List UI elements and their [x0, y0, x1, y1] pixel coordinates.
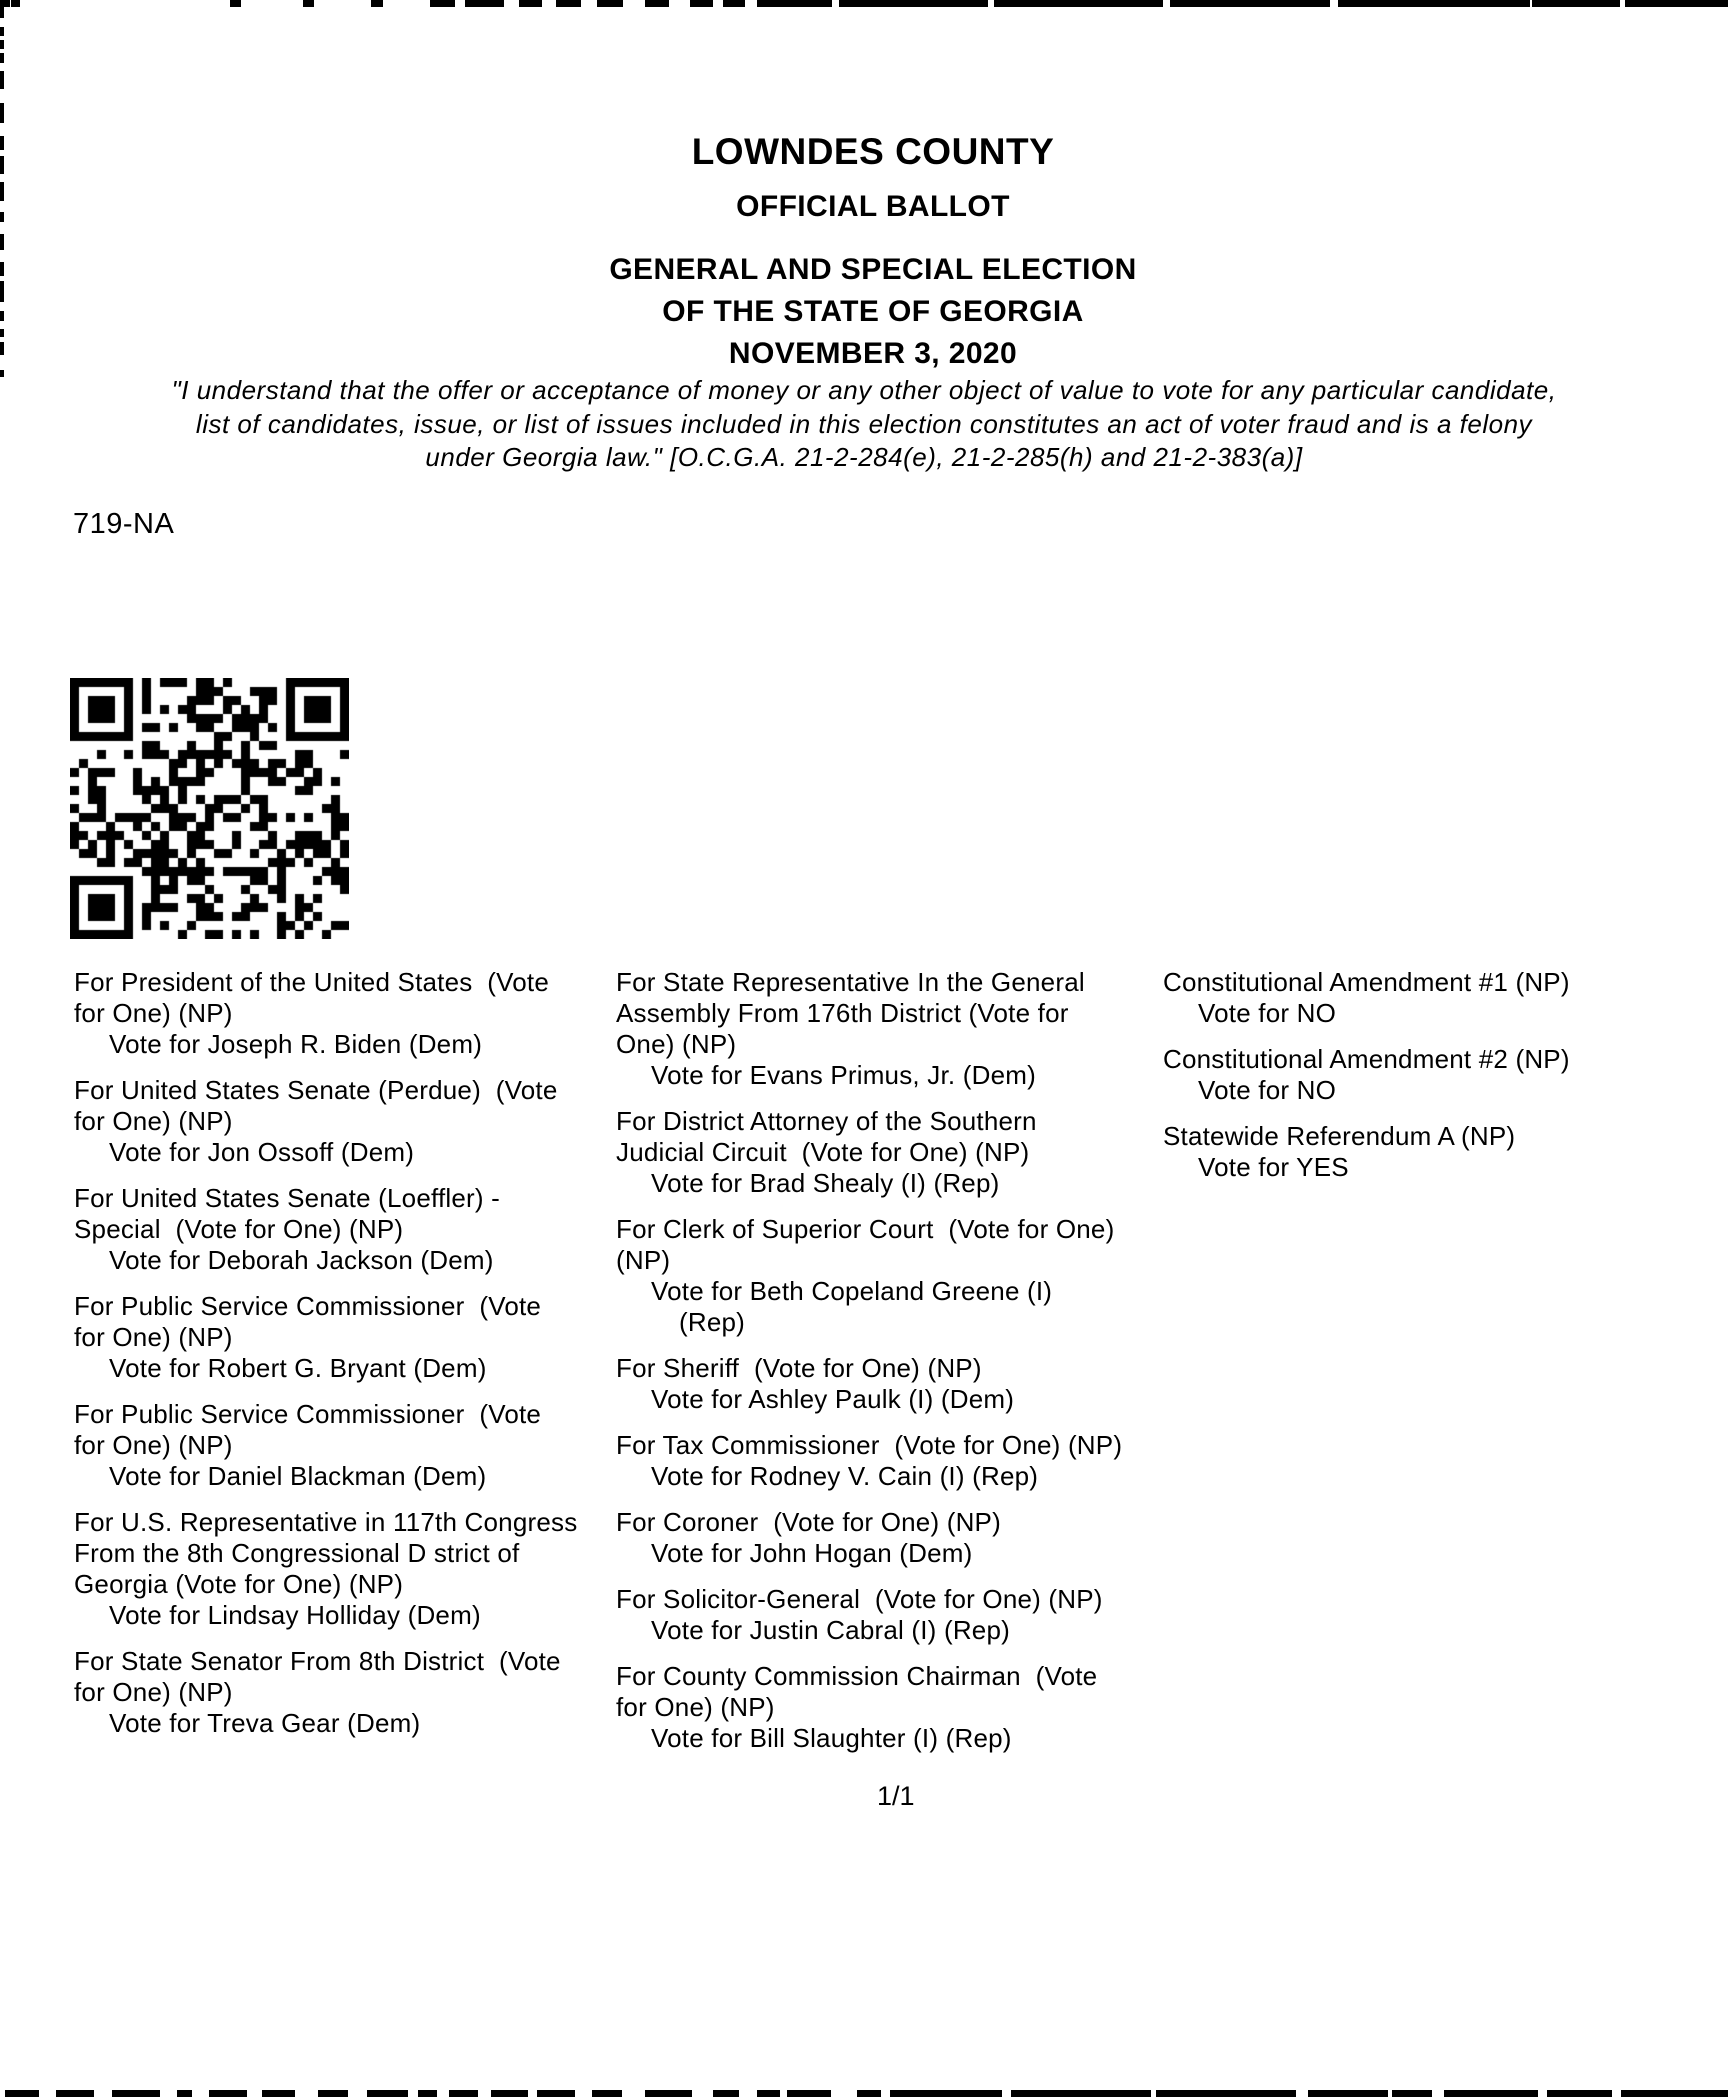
- contest-title-line: for One) (NP): [74, 1430, 233, 1460]
- contest-title-line: for One) (NP): [74, 1106, 233, 1136]
- timing-mark: [645, 2090, 692, 2097]
- contest-vote-line: (Rep): [679, 1307, 746, 1337]
- contest-title-line: Statewide Referendum A (NP): [1163, 1121, 1516, 1151]
- timing-mark: [760, 0, 832, 7]
- contest-vote-line: Vote for Ashley Paulk (I) (Dem): [651, 1384, 1015, 1414]
- timing-mark: [713, 2090, 739, 2097]
- timing-mark: [857, 2090, 882, 2097]
- timing-mark: [723, 0, 745, 7]
- contest-vote-line: Vote for John Hogan (Dem): [651, 1538, 973, 1568]
- contest-vote-line: Vote for Evans Primus, Jr. (Dem): [651, 1060, 1036, 1090]
- precinct-code: 719-NA: [73, 508, 175, 540]
- timing-mark: [900, 2090, 1002, 2097]
- contest-block: [616, 1214, 1164, 1338]
- contest-title-line: for One) (NP): [74, 1677, 233, 1707]
- contest-title-line: Judicial Circuit (Vote for One) (NP): [616, 1137, 1030, 1167]
- contest-title-line: For Sheriff (Vote for One) (NP): [616, 1353, 982, 1383]
- contest-title-line: For U.S. Representative in 117th Congress: [74, 1507, 578, 1537]
- contest-title-line: Georgia (Vote for One) (NP): [74, 1569, 404, 1599]
- timing-mark: [1308, 2090, 1388, 2097]
- timing-mark: [112, 2090, 161, 2097]
- contest-block: [74, 1075, 622, 1168]
- election-title-line-1: GENERAL AND SPECIAL ELECTION: [609, 253, 1137, 286]
- timing-mark: [757, 2090, 780, 2097]
- contest-block: [616, 1430, 1164, 1492]
- timing-mark: [890, 2090, 900, 2097]
- timing-mark: [839, 0, 988, 7]
- contest-title-line: For United States Senate (Perdue) (Vote: [74, 1075, 558, 1105]
- timing-mark: [1011, 2090, 1151, 2097]
- timing-mark: [11, 0, 20, 7]
- contest-title-line: For Public Service Commissioner (Vote: [74, 1291, 542, 1321]
- contest-vote-line: Vote for Deborah Jackson (Dem): [109, 1245, 494, 1275]
- contest-block: [1163, 1121, 1703, 1183]
- ballot-title: OFFICIAL BALLOT: [736, 190, 1010, 223]
- contest-block: [616, 967, 1164, 1091]
- timing-mark: [0, 71, 4, 89]
- timing-mark: [0, 27, 4, 36]
- contest-vote-line: Vote for Lindsay Holliday (Dem): [109, 1600, 481, 1630]
- contest-title-line: For Public Service Commissioner (Vote: [74, 1399, 542, 1429]
- contest-title-line: Special (Vote for One) (NP): [74, 1214, 404, 1244]
- timing-mark: [491, 2090, 528, 2097]
- contest-block: [74, 1399, 622, 1492]
- disclaimer-line-2: list of candidates, issue, or list of issues included in this election constitutes an act of voter fraud and is a felony: [195, 408, 1533, 439]
- contest-title-line: For State Representative In the General: [616, 967, 1085, 997]
- timing-mark: [303, 0, 314, 7]
- contest-vote-line: Vote for Brad Shealy (I) (Rep): [651, 1168, 1000, 1198]
- election-title-line-3: NOVEMBER 3, 2020: [728, 337, 1018, 370]
- contest-vote-line: Vote for Robert G. Bryant (Dem): [109, 1353, 487, 1383]
- contest-block: [74, 967, 622, 1060]
- timing-mark: [1625, 0, 1728, 7]
- timing-mark: [787, 2090, 831, 2097]
- timing-mark: [177, 2090, 192, 2097]
- contest-block: [616, 1353, 1164, 1415]
- contest-vote-line: Vote for Bill Slaughter (I) (Rep): [651, 1723, 1012, 1753]
- timing-mark: [0, 329, 4, 338]
- contest-block: [616, 1661, 1164, 1754]
- contest-block: [74, 1291, 622, 1384]
- contest-vote-line: Vote for Daniel Blackman (Dem): [109, 1461, 487, 1491]
- contest-title-line: (NP): [616, 1245, 671, 1275]
- contest-title-line: From the 8th Congressional D strict of: [74, 1538, 520, 1568]
- timing-mark: [430, 0, 455, 7]
- timing-mark: [519, 0, 542, 7]
- ballot-column-1: [74, 967, 622, 1754]
- timing-mark: [1338, 0, 1530, 7]
- contest-title-line: for One) (NP): [616, 1692, 775, 1722]
- contest-vote-line: Vote for YES: [1198, 1152, 1349, 1182]
- contest-vote-line: Vote for NO: [1198, 998, 1337, 1028]
- timing-mark: [367, 2090, 408, 2097]
- contest-vote-line: Vote for Jon Ossoff (Dem): [109, 1137, 415, 1167]
- county-title: LOWNDES COUNTY: [691, 131, 1055, 172]
- timing-mark: [230, 0, 241, 7]
- contest-title-line: For United States Senate (Loeffler) -: [74, 1183, 501, 1213]
- timing-mark: [371, 0, 382, 7]
- timing-mark: [418, 2090, 438, 2097]
- contest-block: [1163, 1044, 1703, 1106]
- contest-title-line: For State Senator From 8th District (Vote: [74, 1646, 561, 1676]
- timing-mark: [556, 0, 582, 7]
- timing-mark: [1170, 0, 1330, 7]
- timing-mark: [0, 234, 4, 250]
- contest-vote-line: Vote for Treva Gear (Dem): [109, 1708, 421, 1738]
- contest-title-line: For County Commission Chairman (Vote: [616, 1661, 1098, 1691]
- contest-title-line: For District Attorney of the Southern: [616, 1106, 1037, 1136]
- timing-mark: [645, 0, 670, 7]
- contest-block: [616, 1507, 1164, 1569]
- contest-block: [616, 1106, 1164, 1199]
- timing-mark: [465, 0, 504, 7]
- contest-title-line: One) (NP): [616, 1029, 737, 1059]
- timing-mark: [5, 2090, 39, 2097]
- timing-mark: [0, 0, 4, 18]
- contest-title-line: Assembly From 176th District (Vote for: [616, 998, 1069, 1028]
- contest-title-line: for One) (NP): [74, 998, 233, 1028]
- timing-mark: [690, 0, 713, 7]
- timing-mark: [0, 370, 4, 377]
- timing-mark: [537, 2090, 575, 2097]
- contest-title-line: For Tax Commissioner (Vote for One) (NP): [616, 1430, 1123, 1460]
- timing-mark: [262, 2090, 295, 2097]
- timing-mark: [449, 2090, 478, 2097]
- election-title-line-2: OF THE STATE OF GEORGIA: [662, 295, 1084, 328]
- qr-code: [70, 678, 349, 939]
- timing-mark: [994, 0, 1163, 7]
- disclaimer-line-1: "I understand that the offer or acceptance of money or any other object of value to vote for any particular candidate,: [171, 375, 1557, 405]
- timing-mark: [1392, 2090, 1432, 2097]
- contest-title-line: Constitutional Amendment #1 (NP): [1163, 967, 1570, 997]
- contest-vote-line: Vote for NO: [1198, 1075, 1337, 1105]
- timing-mark: [1621, 2090, 1728, 2097]
- contest-vote-line: Vote for Rodney V. Cain (I) (Rep): [651, 1461, 1039, 1491]
- ballot-column-3: [1163, 967, 1703, 1198]
- contest-block: [74, 1507, 622, 1631]
- contest-title-line: for One) (NP): [74, 1322, 233, 1352]
- contest-block: [74, 1646, 622, 1739]
- contest-title-line: Constitutional Amendment #2 (NP): [1163, 1044, 1570, 1074]
- page-number: 1/1: [877, 1781, 915, 1811]
- contest-title-line: For Clerk of Superior Court (Vote for One): [616, 1214, 1115, 1244]
- contest-title-line: For Coroner (Vote for One) (NP): [616, 1507, 1001, 1537]
- contest-vote-line: Vote for Beth Copeland Greene (I): [651, 1276, 1053, 1306]
- contest-title-line: For Solicitor-General (Vote for One) (NP): [616, 1584, 1103, 1614]
- disclaimer-line-3: under Georgia law." [O.C.G.A. 21-2-284(e), 21-2-285(h) and 21-2-383(a)]: [425, 442, 1303, 472]
- fraud-disclaimer: [24, 374, 1704, 475]
- timing-mark: [1444, 2090, 1539, 2097]
- timing-mark: [597, 0, 623, 7]
- timing-mark: [56, 2090, 94, 2097]
- contest-block: [74, 1183, 622, 1276]
- timing-mark: [1156, 2090, 1296, 2097]
- timing-mark: [592, 2090, 622, 2097]
- timing-mark: [1547, 2090, 1612, 2097]
- contest-vote-line: Vote for Justin Cabral (I) (Rep): [651, 1615, 1010, 1645]
- timing-mark: [0, 103, 4, 123]
- timing-mark: [318, 2090, 348, 2097]
- contest-block: [616, 1584, 1164, 1646]
- timing-mark: [1532, 0, 1620, 7]
- contest-block: [1163, 967, 1703, 1029]
- contest-vote-line: Vote for Joseph R. Biden (Dem): [109, 1029, 483, 1059]
- timing-mark: [0, 40, 4, 49]
- contest-title-line: For President of the United States (Vote: [74, 967, 550, 997]
- timing-mark: [0, 53, 4, 63]
- timing-mark: [209, 2090, 247, 2097]
- ballot-column-2: [616, 967, 1164, 1769]
